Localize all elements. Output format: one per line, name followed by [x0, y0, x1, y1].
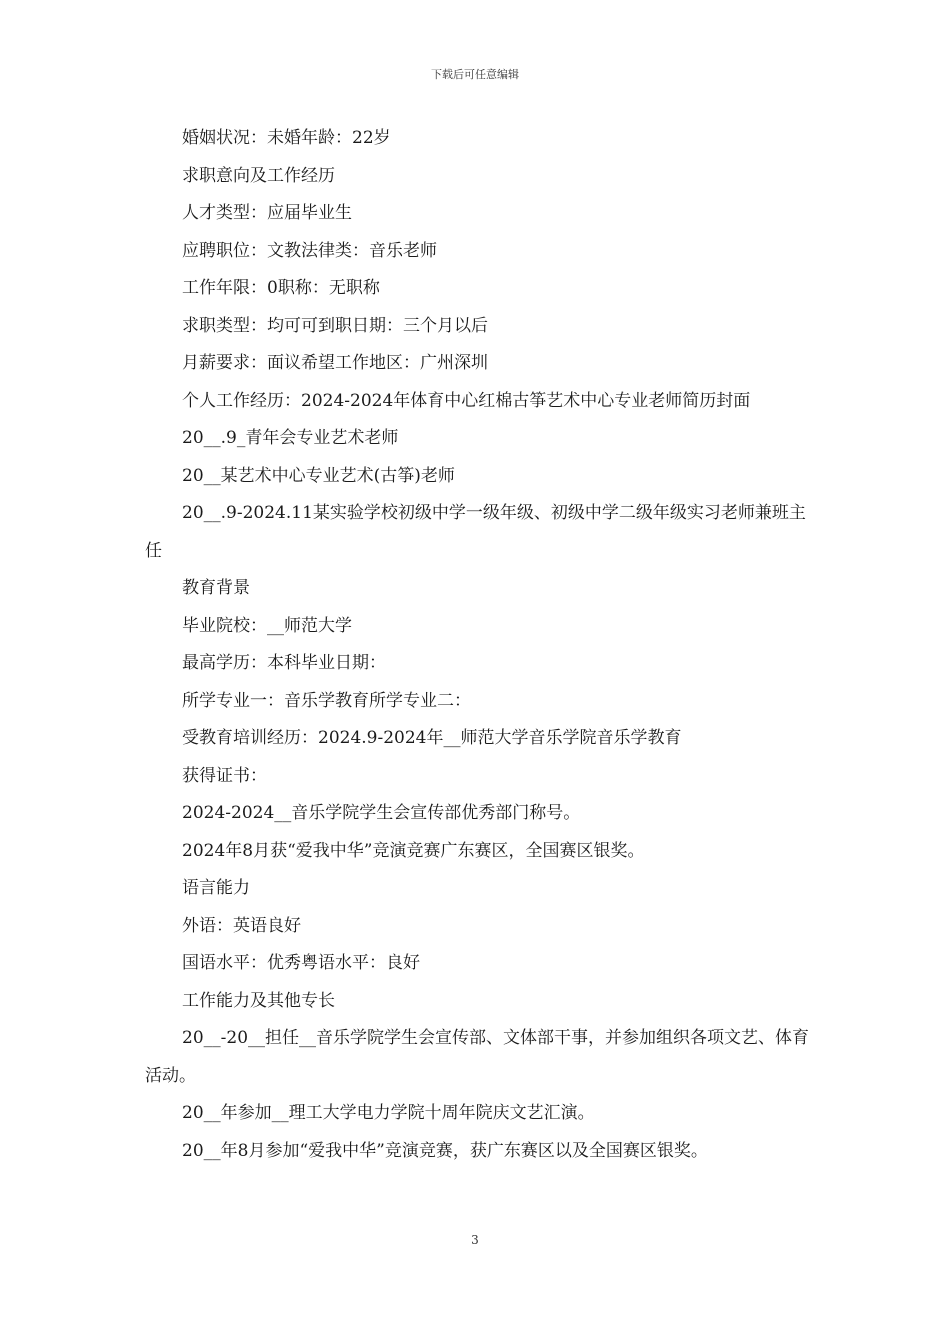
- paragraph-major: 所学专业一：音乐学教育所学专业二：: [182, 690, 471, 711]
- paragraph-skill-item: 20__年8月参加“爱我中华”竞演竞赛，获广东赛区以及全国赛区银奖。: [182, 1140, 708, 1161]
- paragraph-job-type: 求职类型：均可可到职日期：三个月以后: [182, 315, 488, 336]
- paragraph-experience-item: 20__某艺术中心专业艺术(古筝)老师: [182, 465, 455, 486]
- paragraph-mandarin-level: 国语水平：优秀粤语水平：良好: [182, 953, 420, 973]
- paragraph-certificates-label: 获得证书：: [182, 765, 267, 786]
- section-heading-skills: 工作能力及其他专长: [182, 990, 335, 1011]
- paragraph-salary: 月薪要求：面议希望工作地区：广州深圳: [182, 353, 488, 373]
- paragraph-training: 受教育培训经历：2024.9-2024年__师范大学音乐学院音乐学教育: [182, 728, 682, 748]
- paragraph-position: 应聘职位：文教法律类：音乐老师: [182, 240, 437, 261]
- paragraph-school: 毕业院校：__师范大学: [182, 615, 352, 636]
- paragraph-skill-item: 20__年参加__理工大学电力学院十周年院庆文艺汇演。: [182, 1103, 595, 1123]
- paragraph-foreign-language: 外语：英语良好: [182, 915, 301, 936]
- section-heading-job-intent: 求职意向及工作经历: [182, 165, 335, 186]
- page-number: 3: [471, 1233, 479, 1247]
- paragraph-experience-item: 20__.9_青年会专业艺术老师: [182, 428, 399, 448]
- section-heading-education: 教育背景: [182, 578, 250, 598]
- paragraph-certificate-item: 2024年8月获“爱我中华”竞演竞赛广东赛区，全国赛区银奖。: [182, 840, 645, 861]
- paragraph-experience-item: 20__.9-2024.11某实验学校初级中学一级年级、初级中学二级年级实习老师兼班主任: [145, 503, 806, 561]
- paragraph-marital-status: 婚姻状况：未婚年龄：22岁: [182, 128, 391, 148]
- paragraph-work-years: 工作年限：0职称：无职称: [182, 278, 380, 298]
- paragraph-work-experience: 个人工作经历：2024-2024年体育中心红棉古筝艺术中心专业老师简历封面: [182, 390, 751, 411]
- paragraph-skill-item: 20__-20__担任__音乐学院学生会宣传部、文体部干事，并参加组织各项文艺、体育活动。: [145, 1028, 810, 1086]
- section-heading-language: 语言能力: [182, 878, 250, 898]
- paragraph-degree: 最高学历：本科毕业日期：: [182, 653, 386, 673]
- paragraph-talent-type: 人才类型：应届毕业生: [182, 203, 352, 223]
- document-body: [145, 120, 810, 1170]
- page-header: 下载后可任意编辑: [431, 68, 519, 81]
- paragraph-certificate-item: 2024-2024__音乐学院学生会宣传部优秀部门称号。: [182, 803, 581, 823]
